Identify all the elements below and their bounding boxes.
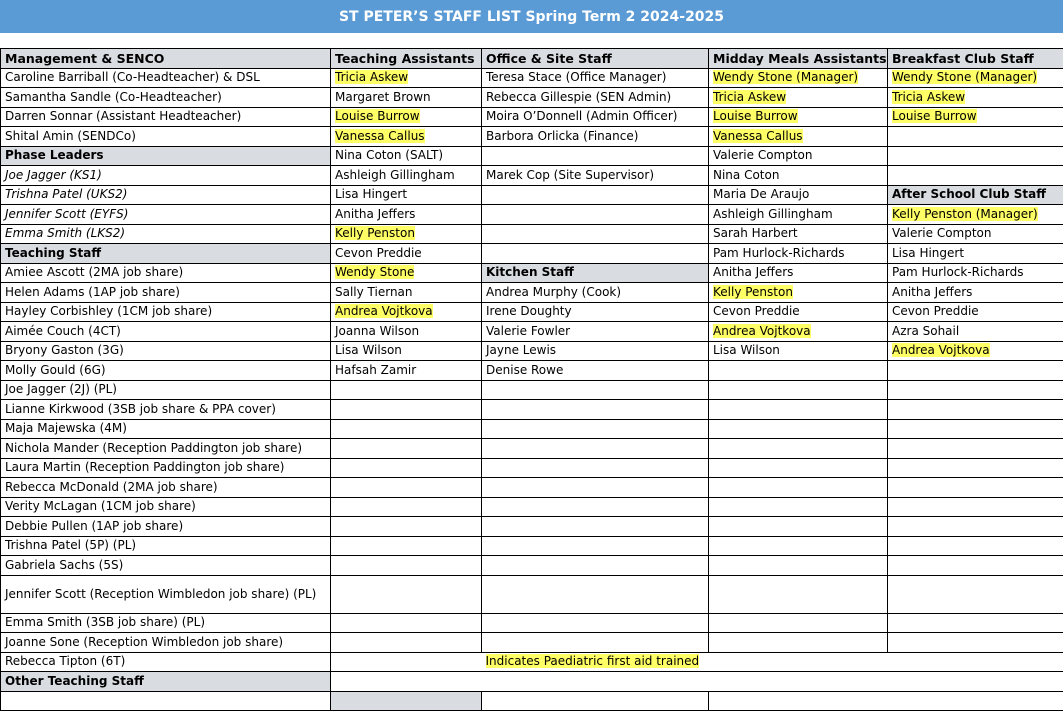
- teacher-cell: Maja Majewska (4M): [1, 419, 331, 439]
- management-cell: Samantha Sandle (Co-Headteacher): [1, 88, 331, 108]
- midday-cell: Maria De Araujo: [709, 185, 888, 205]
- ta-cell: Joanna Wilson: [331, 322, 482, 342]
- teacher-cell: Laura Martin (Reception Paddington job share): [1, 458, 331, 478]
- table-row: [1, 380, 1063, 400]
- midday-cell: Valerie Compton: [709, 146, 888, 166]
- header-midday-meals: Midday Meals Assistants: [709, 49, 888, 69]
- office-cell: Barbora Orlicka (Finance): [482, 127, 709, 147]
- teacher-cell: Jennifer Scott (Reception Wimbledon job share) (PL): [1, 575, 331, 613]
- after-school-cell: Andrea Vojtkova: [888, 341, 1063, 361]
- phase-leader-cell: Jennifer Scott (EYFS): [1, 205, 331, 225]
- ta-cell: Wendy Stone: [331, 263, 482, 283]
- teacher-cell: Lianne Kirkwood (3SB job share & PPA cover): [1, 400, 331, 420]
- header-office-site: Office & Site Staff: [482, 49, 709, 69]
- section-other-teaching-staff: Other Teaching Staff: [1, 672, 331, 692]
- table-row: [1, 691, 1063, 711]
- office-cell: [482, 224, 709, 244]
- header-teaching-assistants: Teaching Assistants: [331, 49, 482, 69]
- table-row: [1, 263, 1063, 283]
- teacher-cell: Bryony Gaston (3G): [1, 341, 331, 361]
- after-school-cell: Kelly Penston (Manager): [888, 205, 1063, 225]
- teacher-cell: Gabriela Sachs (5S): [1, 556, 331, 576]
- ta-cell: Hafsah Zamir: [331, 361, 482, 381]
- header-management: Management & SENCO: [1, 49, 331, 69]
- table-row: [1, 478, 1063, 498]
- midday-cell: Wendy Stone (Manager): [709, 68, 888, 88]
- table-row: [1, 458, 1063, 478]
- after-school-cell: Pam Hurlock-Richards: [888, 263, 1063, 283]
- teacher-cell: Joanne Sone (Reception Wimbledon job share): [1, 633, 331, 653]
- table-row: [1, 244, 1063, 264]
- table-row: [1, 361, 1063, 381]
- ta-cell: Andrea Vojtkova: [331, 302, 482, 322]
- office-cell: [482, 244, 709, 264]
- ta-cell: Sally Tiernan: [331, 283, 482, 303]
- midday-cell: Nina Coton: [709, 166, 888, 186]
- table-row: [1, 613, 1063, 633]
- section-phase-leaders: Phase Leaders: [1, 146, 331, 166]
- kitchen-cell: Jayne Lewis: [482, 341, 709, 361]
- midday-cell: Anitha Jeffers: [709, 263, 888, 283]
- kitchen-cell: Valerie Fowler: [482, 322, 709, 342]
- table-row: [1, 556, 1063, 576]
- table-row: [1, 439, 1063, 459]
- teacher-cell: Rebecca Tipton (6T): [1, 652, 331, 672]
- teacher-cell: Molly Gould (6G): [1, 361, 331, 381]
- table-row: [1, 107, 1063, 127]
- section-after-school: After School Club Staff: [888, 185, 1063, 205]
- after-school-cell: Lisa Hingert: [888, 244, 1063, 264]
- phase-leader-cell: Trishna Patel (UKS2): [1, 185, 331, 205]
- midday-cell: Ashleigh Gillingham: [709, 205, 888, 225]
- kitchen-cell: Denise Rowe: [482, 361, 709, 381]
- teacher-cell: Amiee Ascott (2MA job share): [1, 263, 331, 283]
- office-cell: Teresa Stace (Office Manager): [482, 68, 709, 88]
- midday-cell: Louise Burrow: [709, 107, 888, 127]
- breakfast-cell: Louise Burrow: [888, 107, 1063, 127]
- teacher-cell: Joe Jagger (2J) (PL): [1, 380, 331, 400]
- table-row: [1, 68, 1063, 88]
- after-school-cell: Azra Sohail: [888, 322, 1063, 342]
- table-row: [1, 575, 1063, 613]
- teacher-cell: Verity McLagan (1CM job share): [1, 497, 331, 517]
- section-teaching-staff: Teaching Staff: [1, 244, 331, 264]
- teacher-cell: Emma Smith (3SB job share) (PL): [1, 613, 331, 633]
- office-cell: Rebecca Gillespie (SEN Admin): [482, 88, 709, 108]
- table-row: [1, 49, 1063, 69]
- table-row: [1, 633, 1063, 653]
- after-school-cell: Cevon Preddie: [888, 302, 1063, 322]
- midday-cell: Cevon Preddie: [709, 302, 888, 322]
- breakfast-cell: Tricia Askew: [888, 88, 1063, 108]
- page-title: ST PETER’S STAFF LIST Spring Term 2 2024-2025: [0, 0, 1063, 33]
- office-cell: Moira O’Donnell (Admin Officer): [482, 107, 709, 127]
- teacher-cell: Aimée Couch (4CT): [1, 322, 331, 342]
- ta-cell: Nina Coton (SALT): [331, 146, 482, 166]
- teacher-cell: Nichola Mander (Reception Paddington job share): [1, 439, 331, 459]
- table-row: [1, 536, 1063, 556]
- staff-table: [0, 48, 1063, 711]
- breakfast-cell: [888, 127, 1063, 147]
- midday-cell: Lisa Wilson: [709, 341, 888, 361]
- ta-cell: Louise Burrow: [331, 107, 482, 127]
- phase-leader-cell: Joe Jagger (KS1): [1, 166, 331, 186]
- midday-cell: Vanessa Callus: [709, 127, 888, 147]
- table-row: [1, 205, 1063, 225]
- breakfast-cell: [888, 146, 1063, 166]
- teacher-cell: Rebecca McDonald (2MA job share): [1, 478, 331, 498]
- table-row: [1, 652, 1063, 672]
- office-cell: Marek Cop (Site Supervisor): [482, 166, 709, 186]
- section-kitchen-staff: Kitchen Staff: [482, 263, 709, 283]
- management-cell: Caroline Barriball (Co-Headteacher) & DSL: [1, 68, 331, 88]
- teacher-cell: Hayley Corbishley (1CM job share): [1, 302, 331, 322]
- after-school-cell: [888, 361, 1063, 381]
- ta-cell: Lisa Wilson: [331, 341, 482, 361]
- ta-cell: Vanessa Callus: [331, 127, 482, 147]
- table-row: [1, 341, 1063, 361]
- midday-cell: Pam Hurlock-Richards: [709, 244, 888, 264]
- table-row: [1, 127, 1063, 147]
- ta-cell: Cevon Preddie: [331, 244, 482, 264]
- table-row: [1, 166, 1063, 186]
- ta-cell: Kelly Penston: [331, 224, 482, 244]
- table-row: [1, 497, 1063, 517]
- management-cell: Shital Amin (SENDCo): [1, 127, 331, 147]
- table-row: [1, 400, 1063, 420]
- ta-cell: Lisa Hingert: [331, 185, 482, 205]
- breakfast-cell: Wendy Stone (Manager): [888, 68, 1063, 88]
- table-row: [1, 283, 1063, 303]
- kitchen-cell: Andrea Murphy (Cook): [482, 283, 709, 303]
- phase-leader-cell: Emma Smith (LKS2): [1, 224, 331, 244]
- after-school-cell: Valerie Compton: [888, 224, 1063, 244]
- legend-text: Indicates Paediatric first aid trained: [485, 654, 700, 669]
- table-row: [1, 146, 1063, 166]
- ta-cell: Margaret Brown: [331, 88, 482, 108]
- office-cell: [482, 146, 709, 166]
- table-row: [1, 224, 1063, 244]
- teacher-cell: Debbie Pullen (1AP job share): [1, 517, 331, 537]
- table-row: [1, 88, 1063, 108]
- ta-cell: Anitha Jeffers: [331, 205, 482, 225]
- midday-cell: Tricia Askew: [709, 88, 888, 108]
- table-row: [1, 672, 1063, 692]
- table-row: [1, 517, 1063, 537]
- management-cell: Darren Sonnar (Assistant Headteacher): [1, 107, 331, 127]
- office-cell: [482, 185, 709, 205]
- header-breakfast-club: Breakfast Club Staff: [888, 49, 1063, 69]
- midday-cell: Andrea Vojtkova: [709, 322, 888, 342]
- breakfast-cell: [888, 166, 1063, 186]
- midday-cell: Sarah Harbert: [709, 224, 888, 244]
- legend-cell: [482, 652, 888, 672]
- midday-cell: [709, 361, 888, 381]
- ta-cell: Ashleigh Gillingham: [331, 166, 482, 186]
- teacher-cell: Trishna Patel (5P) (PL): [1, 536, 331, 556]
- office-cell: [482, 205, 709, 225]
- table-row: [1, 302, 1063, 322]
- table-row: [1, 185, 1063, 205]
- kitchen-cell: Irene Doughty: [482, 302, 709, 322]
- table-row: [1, 322, 1063, 342]
- after-school-cell: Anitha Jeffers: [888, 283, 1063, 303]
- table-row: [1, 419, 1063, 439]
- ta-cell: Tricia Askew: [331, 68, 482, 88]
- midday-cell: Kelly Penston: [709, 283, 888, 303]
- teacher-cell: Helen Adams (1AP job share): [1, 283, 331, 303]
